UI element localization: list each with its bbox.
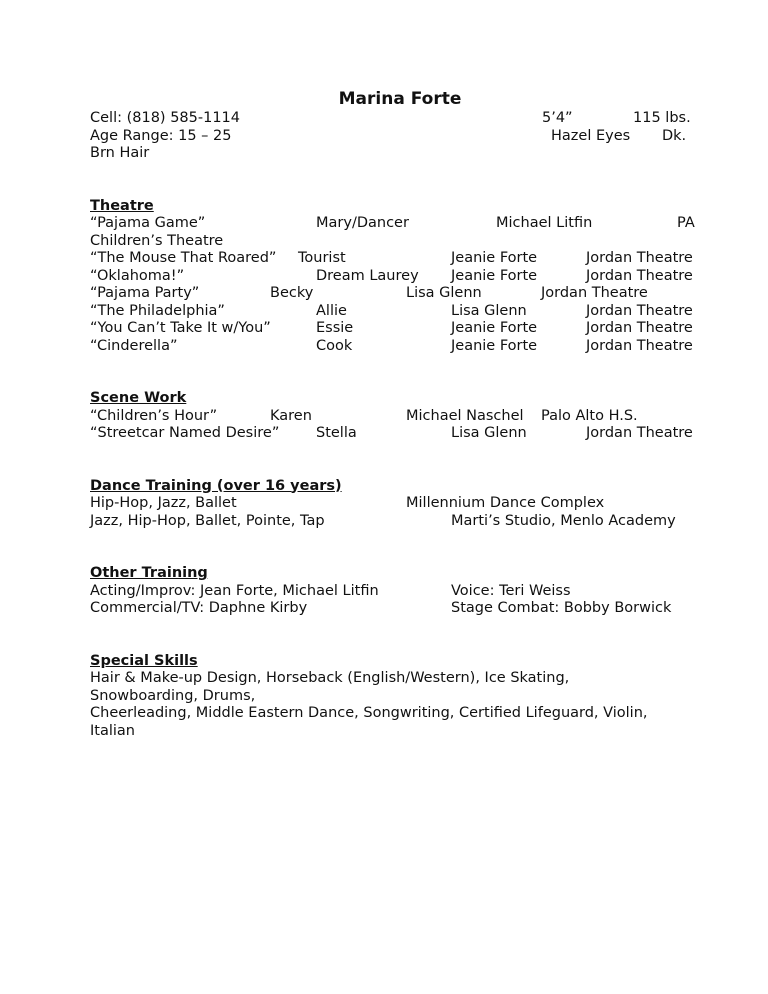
theatre-row: [90, 320, 700, 338]
credit-role: Cook: [316, 337, 353, 354]
skills-line: [90, 670, 700, 688]
credit-director: Michael Naschel: [406, 407, 524, 424]
theatre-row: [90, 338, 700, 356]
skills-line: [90, 688, 700, 706]
training-left: Commercial/TV: Daphne Kirby: [90, 600, 308, 616]
dance-row: [90, 513, 700, 531]
credit-venue: Jordan Theatre: [541, 285, 648, 301]
weight: 115 lbs.: [633, 110, 691, 126]
section-dance-training: [90, 478, 700, 496]
credit-venue: Jordan Theatre: [586, 320, 693, 336]
theatre-heading: Theatre: [90, 197, 154, 214]
training-row: [90, 600, 700, 618]
credit-role: Karen: [270, 407, 312, 424]
eye-color: Hazel Eyes: [551, 127, 631, 144]
scene-work-heading: Scene Work: [90, 390, 187, 406]
contact-line-2: [90, 128, 700, 146]
credit-title: “Pajama Game”: [90, 215, 206, 231]
dance-styles: Hip-Hop, Jazz, Ballet: [90, 495, 237, 511]
credit-title: “Children’s Hour”: [90, 407, 218, 424]
theatre-row: [90, 215, 700, 233]
dance-row: [90, 495, 700, 513]
scene-row: [90, 425, 700, 443]
resume-name: Marina Forte: [338, 89, 462, 109]
dance-styles: Jazz, Hip-Hop, Ballet, Pointe, Tap: [90, 512, 325, 529]
credit-role: Essie: [316, 320, 354, 336]
credit-venue: PA: [677, 215, 695, 231]
age-range: Age Range: 15 – 25: [90, 127, 232, 144]
credit-role: Dream Laurey: [316, 267, 419, 284]
section-theatre: [90, 198, 700, 216]
credit-venue: Jordan Theatre: [586, 267, 693, 284]
theatre-row: [90, 250, 700, 268]
section-scene-work: [90, 390, 700, 408]
credit-title: “You Can’t Take It w/You”: [90, 320, 271, 336]
credit-venue: Jordan Theatre: [586, 425, 693, 441]
credit-title: “The Mouse That Roared”: [90, 250, 277, 266]
contact-line-1: [90, 110, 700, 128]
credit-role: Stella: [316, 425, 357, 441]
training-right: Voice: Teri Weiss: [451, 582, 571, 599]
theatre-row: [90, 268, 700, 286]
hair-color: Dk.: [662, 127, 687, 144]
dance-school: Millennium Dance Complex: [406, 495, 605, 511]
skills-line: [90, 705, 700, 723]
credit-director: Lisa Glenn: [406, 285, 482, 301]
credit-title: “Cinderella”: [90, 337, 178, 354]
training-right: Stage Combat: Bobby Borwick: [451, 600, 672, 616]
skills-text: Snowboarding, Drums,: [90, 687, 256, 704]
special-skills-heading: Special Skills: [90, 652, 198, 669]
credit-director: Jeanie Forte: [451, 337, 538, 354]
credit-role: Mary/Dancer: [316, 215, 409, 231]
credit-venue-cont: Children’s Theatre: [90, 232, 224, 249]
section-special-skills: [90, 653, 700, 671]
credit-role: Allie: [316, 302, 347, 319]
credit-role: Becky: [270, 285, 314, 301]
training-row: [90, 583, 700, 601]
credit-venue: Palo Alto H.S.: [541, 407, 638, 424]
credit-director: Lisa Glenn: [451, 302, 527, 319]
credit-director: Lisa Glenn: [451, 425, 527, 441]
cell-phone: Cell: (818) 585-1114: [90, 110, 241, 126]
skills-text: Hair & Make-up Design, Horseback (English/Western), Ice Skating,: [90, 670, 570, 686]
credit-director: Jeanie Forte: [451, 250, 538, 266]
hair-color-cont: Brn Hair: [90, 145, 150, 161]
theatre-row-cont: [90, 233, 700, 251]
skills-text: Italian: [90, 722, 135, 739]
credit-title: “Oklahoma!”: [90, 267, 185, 284]
skills-text: Cheerleading, Middle Eastern Dance, Songwriting, Certified Lifeguard, Violin,: [90, 705, 648, 721]
scene-row: [90, 408, 700, 426]
credit-director: Michael Litfin: [496, 215, 593, 231]
other-training-heading: Other Training: [90, 565, 208, 581]
theatre-row: [90, 303, 700, 321]
credit-title: “The Philadelphia”: [90, 302, 225, 319]
theatre-row: [90, 285, 700, 303]
dance-school: Marti’s Studio, Menlo Academy: [451, 512, 676, 529]
credit-title: “Streetcar Named Desire”: [90, 425, 280, 441]
credit-venue: Jordan Theatre: [586, 302, 693, 319]
credit-venue: Jordan Theatre: [586, 337, 693, 354]
height: 5’4”: [542, 110, 573, 126]
dance-heading: Dance Training (over 16 years): [90, 477, 342, 494]
contact-line-3: [90, 145, 700, 163]
credit-role: Tourist: [298, 250, 346, 266]
resume-page: [90, 88, 700, 740]
credit-director: Jeanie Forte: [451, 267, 538, 284]
training-left: Acting/Improv: Jean Forte, Michael Litfin: [90, 582, 379, 599]
credit-title: “Pajama Party”: [90, 285, 200, 301]
credit-venue: Jordan Theatre: [586, 250, 693, 266]
credit-director: Jeanie Forte: [451, 320, 538, 336]
section-other-training: [90, 565, 700, 583]
skills-line: [90, 723, 700, 741]
